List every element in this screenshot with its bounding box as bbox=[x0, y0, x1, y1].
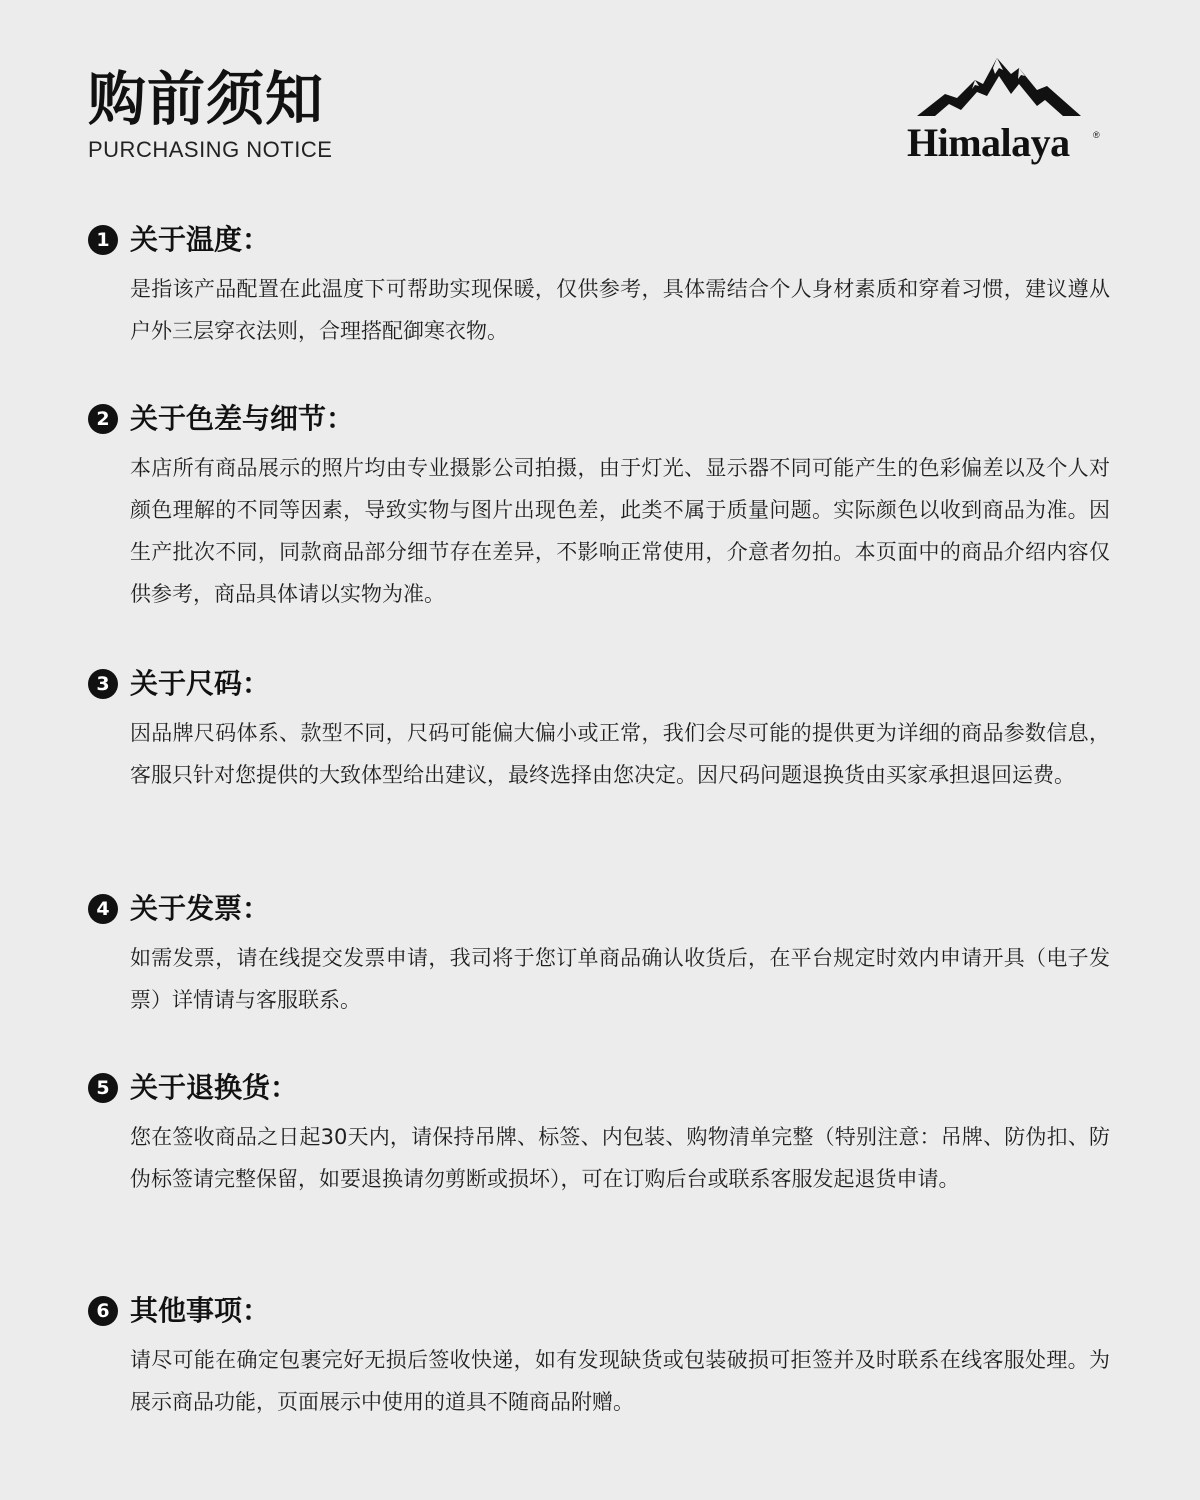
section-title: 关于发票： bbox=[130, 892, 271, 925]
number-badge: 6 bbox=[88, 1296, 118, 1326]
brand-logo bbox=[905, 54, 1105, 169]
section-body: 是指该产品配置在此温度下可帮助实现保暖，仅供参考，具体需结合个人身材素质和穿着习惯，建议遵从户外三层穿衣法则，合理搭配御寒衣物。 bbox=[130, 277, 1110, 343]
section-title: 关于退换货： bbox=[130, 1071, 299, 1104]
section-body: 请尽可能在确定包裹完好无损后签收快递，如有发现缺货或包装破损可拒签并及时联系在线客服处理。为展示商品功能，页面展示中使用的道具不随商品附赠。 bbox=[130, 1348, 1110, 1414]
registered-mark: ® bbox=[1093, 130, 1100, 140]
section-heading bbox=[88, 1068, 1112, 1108]
brand-logo-text: Himalaya bbox=[907, 120, 1070, 165]
section-title: 关于尺码： bbox=[130, 667, 271, 700]
section-returns bbox=[88, 1068, 1112, 1200]
section-body: 您在签收商品之日起30天内，请保持吊牌、标签、内包装、购物清单完整（特别注意：吊牌、防伪扣、防伪标签请完整保留，如要退换请勿剪断或损坏），可在订购后台或联系客服发起退货申请。 bbox=[130, 1125, 1110, 1191]
section-body: 本店所有商品展示的照片均由专业摄影公司拍摄，由于灯光、显示器不同可能产生的色彩偏差以及个人对颜色理解的不同等因素，导致实物与图片出现色差，此类不属于质量问题。实际颜色以收到商品为准。因生产批次不同，同款商品部分细节存在差异，不影响正常使用，介意者勿拍。本页面中的商品介绍内容仅供参考，商品具体请以实物为准。 bbox=[130, 456, 1110, 606]
section-title: 关于温度： bbox=[130, 223, 271, 256]
section-size bbox=[88, 664, 1112, 796]
page-header bbox=[88, 66, 332, 164]
mountain-icon bbox=[905, 54, 1105, 124]
section-invoice bbox=[88, 889, 1112, 1021]
section-temperature bbox=[88, 220, 1112, 352]
section-color-difference bbox=[88, 399, 1112, 615]
number-badge: 1 bbox=[88, 225, 118, 255]
section-heading bbox=[88, 889, 1112, 929]
section-heading bbox=[88, 399, 1112, 439]
number-badge: 4 bbox=[88, 894, 118, 924]
section-title: 关于色差与细节： bbox=[130, 402, 355, 435]
page-subtitle: PURCHASING NOTICE bbox=[88, 137, 333, 162]
section-title: 其他事项： bbox=[130, 1294, 271, 1327]
page-title: 购前须知 bbox=[88, 65, 325, 133]
section-body: 如需发票，请在线提交发票申请，我司将于您订单商品确认收货后，在平台规定时效内申请开具（电子发票）详情请与客服联系。 bbox=[130, 946, 1110, 1012]
section-heading bbox=[88, 220, 1112, 260]
number-badge: 3 bbox=[88, 669, 118, 699]
number-badge: 5 bbox=[88, 1073, 118, 1103]
section-other bbox=[88, 1291, 1112, 1423]
number-badge: 2 bbox=[88, 404, 118, 434]
section-heading bbox=[88, 664, 1112, 704]
section-body: 因品牌尺码体系、款型不同，尺码可能偏大偏小或正常，我们会尽可能的提供更为详细的商品参数信息，客服只针对您提供的大致体型给出建议，最终选择由您决定。因尺码问题退换货由买家承担退回运费。 bbox=[130, 721, 1110, 787]
section-heading bbox=[88, 1291, 1112, 1331]
